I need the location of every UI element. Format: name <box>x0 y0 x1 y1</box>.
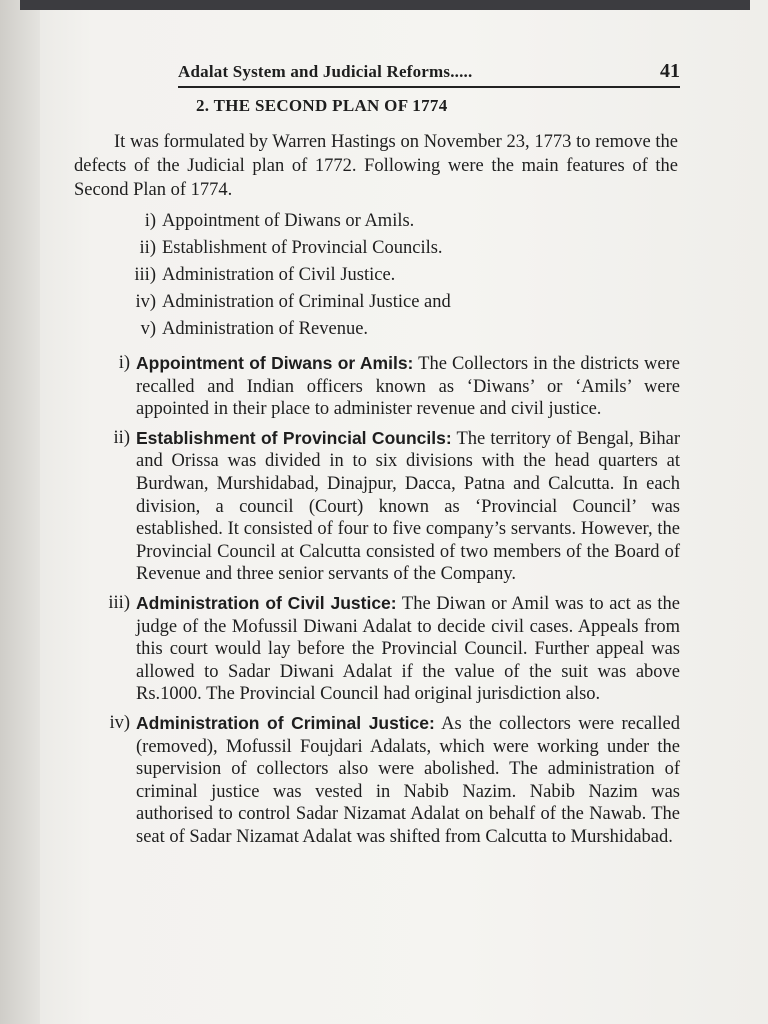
feature-item <box>108 289 548 316</box>
point-diwans-amils <box>96 352 680 421</box>
feature-text: Administration of Revenue. <box>162 319 369 339</box>
feature-number: iv) <box>135 292 156 312</box>
point-body <box>136 427 680 586</box>
section-heading: 2. THE SECOND PLAN OF 1774 <box>196 96 448 115</box>
feature-number: ii) <box>139 238 156 258</box>
points-section <box>96 352 680 854</box>
point-text: The territory of Bengal, Bihar and Orissa was divided in to six divisions with the head quarters at Burdwan, Murshidabad, Dinajpur, Dacca, Patna and Calcutta. In each division, a council (Court) known as ‘Provincial Council’ was established. It consisted of four to five company’s servants. However, the Provincial Council at Calcutta consisted of two members of the Board of Revenue and three senior servants of the Company. <box>136 428 680 585</box>
feature-number: i) <box>144 211 156 231</box>
point-number: i) <box>118 353 130 373</box>
point-text: The Collectors in the districts were recalled and Indian officers known as ‘Diwans’ or ‘Amils’ were appointed in their place to administer revenue and civil justice. <box>136 354 681 420</box>
point-body <box>136 592 680 706</box>
feature-item <box>108 316 548 343</box>
page-number: 41 <box>660 60 680 82</box>
page-header <box>178 52 680 88</box>
feature-item <box>108 262 548 289</box>
page-top-edge <box>20 0 750 10</box>
point-number: iv) <box>109 712 130 733</box>
point-number: ii) <box>113 427 130 448</box>
point-title: Administration of Criminal Justice: <box>136 712 435 733</box>
feature-text: Administration of Criminal Justice and <box>162 292 451 312</box>
point-criminal-justice <box>96 712 680 849</box>
point-body <box>136 712 680 849</box>
feature-number: v) <box>140 319 156 339</box>
feature-text: Administration of Civil Justice. <box>162 265 396 285</box>
feature-text: Establishment of Provincial Councils. <box>162 238 443 258</box>
intro-paragraph: It was formulated by Warren Hastings on November 23, 1773 to remove the defects of the Judicial plan of 1772. Following were the main features of the Second Plan of 1774. <box>74 132 678 200</box>
point-title: Appointment of Diwans or Amils: <box>136 353 414 373</box>
book-spine-shadow <box>0 0 40 1024</box>
point-title: Administration of Civil Justice: <box>136 592 397 613</box>
point-body <box>136 352 680 421</box>
feature-item <box>108 235 548 262</box>
point-text: As the collectors were recalled (removed), Mofussil Foujdari Adalats, which were working under the supervision of collectors also were abolished. The administration of criminal justice was vested in Nabib Nazim. Nabib Nazim was authorised to control Sadar Nizamat Adalat on behalf of the Nawab. The seat of Sadar Nizamat Adalat was shifted from Calcutta to Murshidabad. <box>136 713 681 847</box>
feature-text: Appointment of Diwans or Amils. <box>162 211 415 231</box>
feature-number: iii) <box>134 265 156 285</box>
feature-item <box>108 208 548 235</box>
point-text: The Diwan or Amil was to act as the judge of the Mofussil Diwani Adalat to decide civil cases. Appeals from this court would lay before the Provincial Council. Further appeal was allowed to Sadar Diwani Adalat if the value of the suit was above Rs.1000. The Provincial Council had original jurisdiction also. <box>136 593 680 705</box>
point-number: iii) <box>108 592 130 613</box>
features-list <box>108 208 548 343</box>
running-head: Adalat System and Judicial Reforms..... <box>178 62 473 81</box>
point-provincial-councils <box>96 427 680 586</box>
point-civil-justice <box>96 592 680 706</box>
point-title: Establishment of Provincial Councils: <box>136 427 452 448</box>
